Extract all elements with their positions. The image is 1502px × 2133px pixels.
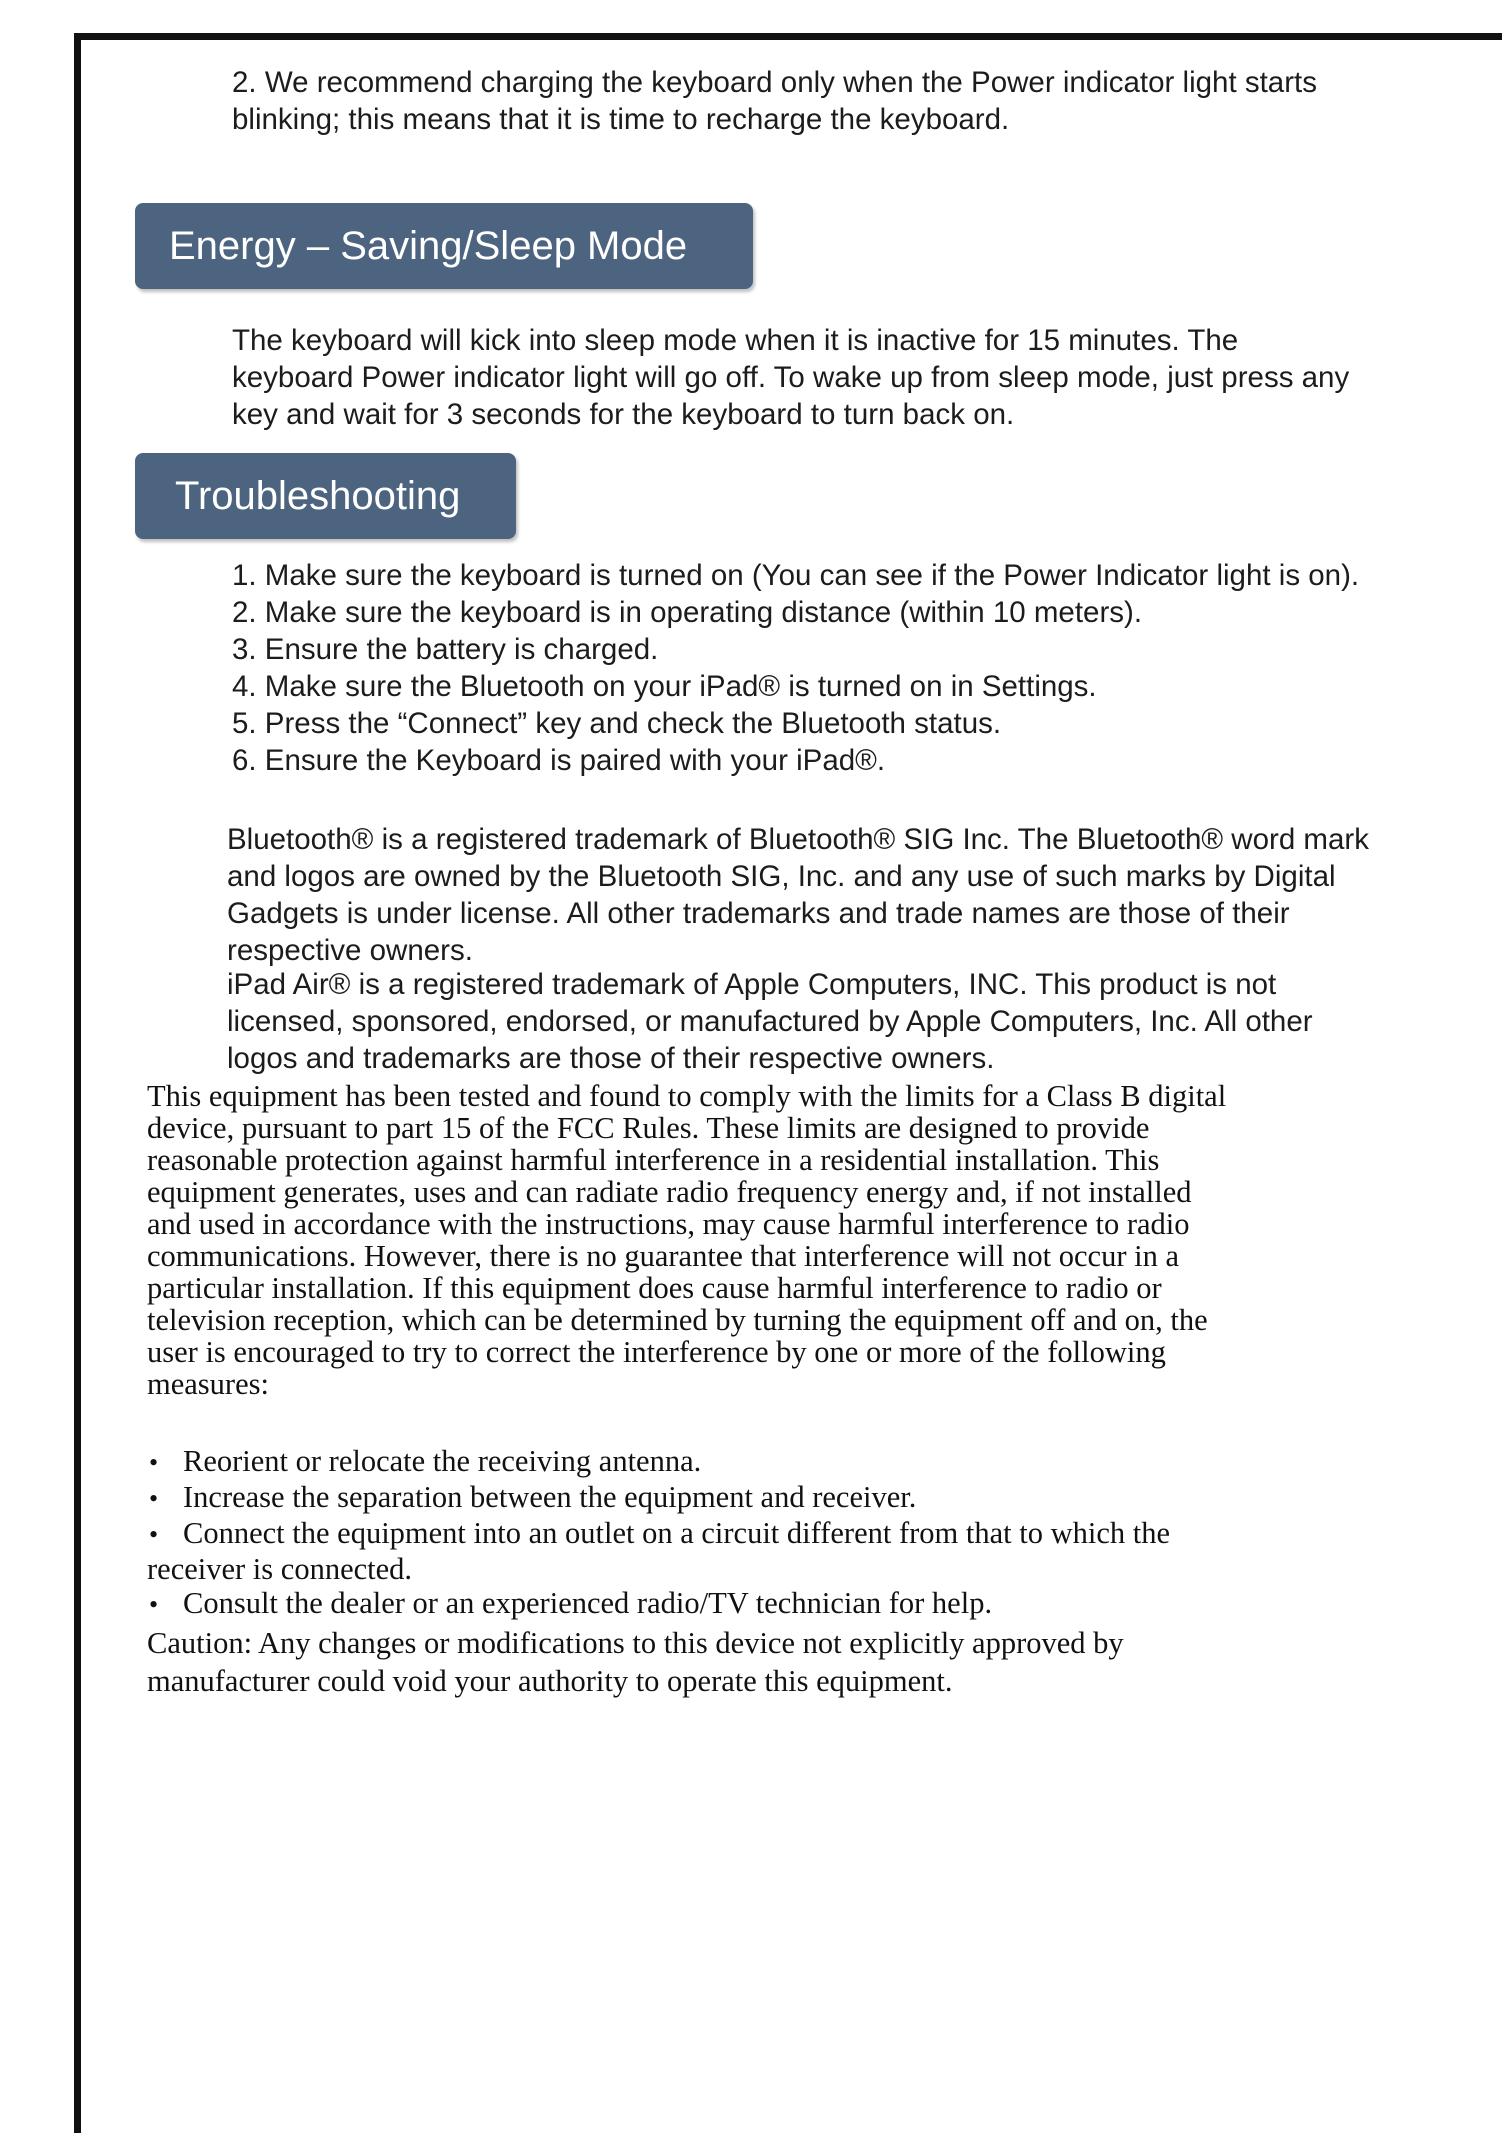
bullet-icon — [147, 1480, 183, 1516]
energy-section-heading-label: Energy – Saving/Sleep Mode — [169, 224, 688, 268]
troubleshooting-heading — [135, 453, 516, 539]
troubleshooting-step: 2. Make sure the keyboard is in operating distance (within 10 meters). — [232, 596, 1143, 629]
fcc-measure-text: Consult the dealer or an experienced radio/TV technician for help. — [183, 1586, 993, 1620]
troubleshooting-step: 3. Ensure the battery is charged. — [232, 633, 659, 666]
fcc-measure-text: Increase the separation between the equipment and receiver. — [183, 1480, 917, 1514]
energy-section-heading — [135, 203, 753, 289]
bullet-icon — [147, 1444, 183, 1480]
charging-note — [232, 64, 1362, 138]
fcc-statement: This equipment has been tested and found to comply with the limits for a Class B digital device, pursuant to part 15 of the FCC Rules. These limits are designed to provide reasonable protection against harmful interference in a residential installation. This equipment generates, uses and can radiate radio frequency energy and, if not installed and used in accordance with the instructions, may cause harmful interference to radio communications. However, there is no guarantee that interference will not occur in a particular installation. If this equipment does cause harmful interference to radio or television reception, which can be determined by turning the equipment off and on, the user is encouraged to try to correct the interference by one or more of the following measures: — [147, 1079, 1227, 1401]
fcc-measure-item — [147, 1586, 1227, 1622]
fcc-measure-item — [147, 1480, 1227, 1516]
bluetooth-trademark-notice: Bluetooth® is a registered trademark of Bluetooth® SIG Inc. The Bluetooth® word mark and logos are owned by the Bluetooth SIG, Inc. and any use of such marks by Digital Gadgets is under license. All other trademarks and trade names are those of their respective owners. — [227, 823, 1369, 967]
caution-notice: Caution: Any changes or modifications to this device not explicitly approved by manufacturer could void your authority to operate this equipment. — [147, 1626, 1124, 1698]
ipad-trademark-notice: iPad Air® is a registered trademark of Apple Computers, INC. This product is not licensed, sponsored, endorsed, or manufactured by Apple Computers, Inc. All other logos and trademarks are those of their respective owners. — [227, 968, 1313, 1075]
fcc-measure-item — [147, 1516, 1227, 1586]
troubleshooting-steps — [232, 557, 1362, 779]
troubleshooting-step: 5. Press the “Connect” key and check the Bluetooth status. — [232, 707, 1002, 740]
troubleshooting-step: 6. Ensure the Keyboard is paired with your iPad®. — [232, 744, 886, 777]
charging-note-number: 2. — [232, 66, 257, 99]
charging-note-text: We recommend charging the keyboard only when the Power indicator light starts blinking; this means that it is time to recharge the keyboard. — [232, 66, 1317, 136]
fcc-measure-text: Connect the equipment into an outlet on a circuit different from that to which the receiver is connected. — [147, 1516, 1171, 1586]
troubleshooting-step: 4. Make sure the Bluetooth on your iPad® is turned on in Settings. — [232, 670, 1097, 703]
troubleshooting-heading-label: Troubleshooting — [175, 474, 461, 518]
energy-section-body: The keyboard will kick into sleep mode when it is inactive for 15 minutes. The keyboard Power indicator light will go off. To wake up from sleep mode, just press any key and wait for 3 seconds for the keyboard to turn back on. — [232, 324, 1350, 431]
bullet-icon — [147, 1516, 183, 1552]
fcc-measures-list — [147, 1444, 1227, 1622]
fcc-measure-item — [147, 1444, 1227, 1480]
troubleshooting-step: 1. Make sure the keyboard is turned on (You can see if the Power Indicator light is on). — [232, 559, 1360, 592]
bullet-icon — [147, 1586, 183, 1622]
fcc-measure-text: Reorient or relocate the receiving antenna. — [183, 1444, 702, 1478]
